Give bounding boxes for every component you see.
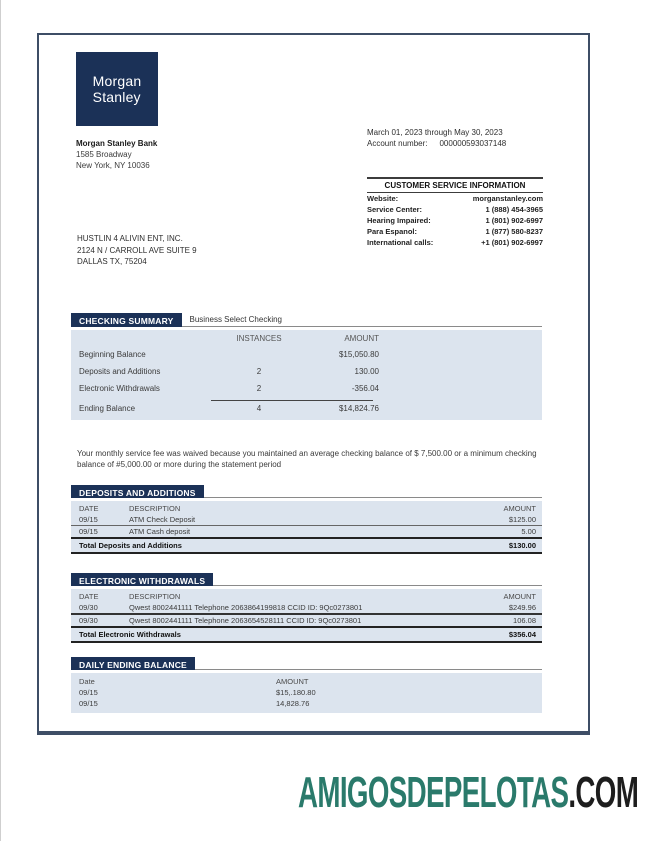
deposit-row xyxy=(71,514,542,525)
col-instances: INSTANCES xyxy=(236,334,282,343)
bank-address-block xyxy=(76,138,157,171)
summary-row-beginning xyxy=(71,350,542,359)
daily-balance-header xyxy=(71,657,542,670)
withdrawal-row xyxy=(71,602,542,613)
col-date: DATE xyxy=(79,504,99,513)
cell-description: Qwest 8002441111 Telephone 2063654528111 CCID ID: 9Qc0273801 xyxy=(129,616,362,625)
daily-balance-table xyxy=(71,673,542,713)
withdrawals-rule xyxy=(213,573,542,586)
row-label: Electronic Withdrawals xyxy=(79,384,160,393)
deposits-header xyxy=(71,485,542,498)
statement-period-block xyxy=(367,127,506,149)
row-amount: 130.00 xyxy=(354,367,379,376)
cs-label: Website: xyxy=(367,194,399,203)
withdrawals-total-row xyxy=(71,628,542,641)
cell-amount: $15,.180.80 xyxy=(276,688,316,697)
checking-summary-rule xyxy=(182,313,543,327)
row-amount: -356.04 xyxy=(351,384,379,393)
cs-value: morganstanley.com xyxy=(472,194,543,203)
total-amount: $356.04 xyxy=(508,630,536,639)
row-instances: 2 xyxy=(256,367,262,376)
summary-row-deposits xyxy=(71,367,542,376)
summary-row-withdrawals xyxy=(71,384,542,393)
col-amount: AMOUNT xyxy=(276,677,309,686)
daily-balance-rule xyxy=(195,657,542,670)
deposit-row-2 xyxy=(71,525,542,537)
account-holder-address2: DALLAS TX, 75204 xyxy=(77,257,147,266)
daily-balance-row xyxy=(71,698,542,709)
withdrawals-header xyxy=(71,573,542,586)
site-watermark xyxy=(298,768,638,818)
withdrawals-table xyxy=(71,589,542,643)
cs-value: +1 (801) 902-6997 xyxy=(481,238,543,247)
cell-amount: 14,828.76 xyxy=(276,699,310,708)
cs-row-para-espanol xyxy=(367,226,543,237)
cs-value: 1 (888) 454-3965 xyxy=(485,205,543,214)
daily-balance-title: DAILY ENDING BALANCE xyxy=(71,657,195,670)
deposits-rule xyxy=(204,485,542,498)
cs-label: Hearing Impaired: xyxy=(367,216,431,225)
daily-balance-row xyxy=(71,687,542,698)
cell-date: 09/30 xyxy=(79,616,98,625)
cell-date: 09/15 xyxy=(79,515,98,524)
account-number-label: Account number: xyxy=(367,139,428,148)
summary-row-ending xyxy=(71,404,542,413)
row-instances xyxy=(219,350,299,359)
cs-row-hearing-impaired xyxy=(367,215,543,226)
withdrawal-row-2 xyxy=(71,613,542,626)
withdrawals-total-block xyxy=(71,626,542,643)
col-amount: AMOUNT xyxy=(344,334,379,343)
row-amount: $15,050.80 xyxy=(338,350,379,359)
bank-address-line1: 1585 Broadway xyxy=(76,150,132,159)
checking-summary-header xyxy=(71,313,542,327)
logo-text: Morgan Stanley xyxy=(92,73,142,105)
row-instances: 2 xyxy=(256,384,262,393)
cell-date: 09/15 xyxy=(79,688,98,697)
col-amount: AMOUNT xyxy=(503,592,536,601)
deposits-title: DEPOSITS AND ADDITIONS xyxy=(71,485,204,498)
bank-name: Morgan Stanley Bank xyxy=(76,139,158,148)
account-holder-name: HUSTLIN 4 ALIVIN ENT, INC. xyxy=(77,234,183,243)
total-label: Total Deposits and Additions xyxy=(79,541,182,550)
col-amount: AMOUNT xyxy=(503,504,536,513)
cs-value: 1 (877) 580-8237 xyxy=(485,227,543,236)
cell-amount: 5.00 xyxy=(521,527,536,536)
cell-amount: $125.00 xyxy=(508,515,536,524)
withdrawal-row xyxy=(71,615,542,626)
cs-label: Para Espanol: xyxy=(367,227,418,236)
row-label: Ending Balance xyxy=(79,404,136,413)
checking-summary-title: CHECKING SUMMARY xyxy=(71,313,182,327)
cell-date: 09/30 xyxy=(79,603,98,612)
row-label: Deposits and Additions xyxy=(79,367,161,376)
statement-period: March 01, 2023 through May 30, 2023 xyxy=(367,128,503,137)
cs-label: International calls: xyxy=(367,238,434,247)
daily-balance-header-row xyxy=(71,676,542,687)
summary-header-row xyxy=(71,334,542,343)
withdrawals-header-row xyxy=(71,591,542,602)
customer-service-title: CUSTOMER SERVICE INFORMATION xyxy=(367,179,543,193)
row-amount: $14,824.76 xyxy=(338,404,379,413)
col-date: DATE xyxy=(79,592,99,601)
account-holder-address1: 2124 N / CARROLL AVE SUITE 9 xyxy=(77,245,197,255)
cell-date: 09/15 xyxy=(79,527,98,536)
cs-label: Service Center: xyxy=(367,205,423,214)
cs-row-international xyxy=(367,237,543,248)
cell-amount: $249.96 xyxy=(508,603,536,612)
fee-waiver-notice: Your monthly service fee was waived because you maintained an average checking balance of $ 7,500.00 or a minimum checking balance of #5,000.00 or more during the statement period xyxy=(77,449,537,469)
withdrawals-title: ELECTRONIC WITHDRAWALS xyxy=(71,573,213,586)
col-description: DESCRIPTION xyxy=(129,504,181,513)
summary-total-separator xyxy=(211,400,373,401)
col-date: Date xyxy=(79,677,95,686)
account-number-value: 000000593037148 xyxy=(439,139,507,148)
row-label: Beginning Balance xyxy=(79,350,146,359)
deposits-head-block xyxy=(71,501,542,525)
statement-page xyxy=(37,33,590,735)
bank-address-line2: New York, NY 10036 xyxy=(76,161,150,170)
withdrawals-head-block xyxy=(71,589,542,613)
cell-description: ATM Check Deposit xyxy=(129,515,196,524)
watermark-tld: .COM xyxy=(568,768,639,817)
total-amount: $130.00 xyxy=(508,541,536,550)
cell-amount: 106.08 xyxy=(513,616,536,625)
deposits-total-row xyxy=(71,539,542,552)
deposit-row xyxy=(71,526,542,537)
cs-row-service-center xyxy=(367,204,543,215)
account-holder-block xyxy=(77,233,197,268)
cell-description: ATM Cash deposit xyxy=(129,527,191,536)
row-instances: 4 xyxy=(256,404,262,413)
cell-description: Qwest 8002441111 Telephone 2063864199818 CCID ID: 9Qc0273801 xyxy=(129,603,363,612)
checking-summary-table xyxy=(71,330,542,420)
total-label: Total Electronic Withdrawals xyxy=(79,630,181,639)
col-description: DESCRIPTION xyxy=(129,592,181,601)
cell-date: 09/15 xyxy=(79,699,98,708)
cs-value: 1 (801) 902-6997 xyxy=(485,216,543,225)
deposits-header-row xyxy=(71,503,542,514)
deposits-table xyxy=(71,501,542,554)
watermark-primary: AMIGOSDEPELOTAS xyxy=(298,768,569,817)
cs-row-website xyxy=(367,193,543,204)
morgan-stanley-logo xyxy=(76,52,158,126)
screen-left-edge xyxy=(0,0,1,841)
deposits-total-block xyxy=(71,537,542,554)
customer-service-box xyxy=(367,177,543,248)
checking-summary-subtitle: Business Select Checking xyxy=(189,315,282,324)
